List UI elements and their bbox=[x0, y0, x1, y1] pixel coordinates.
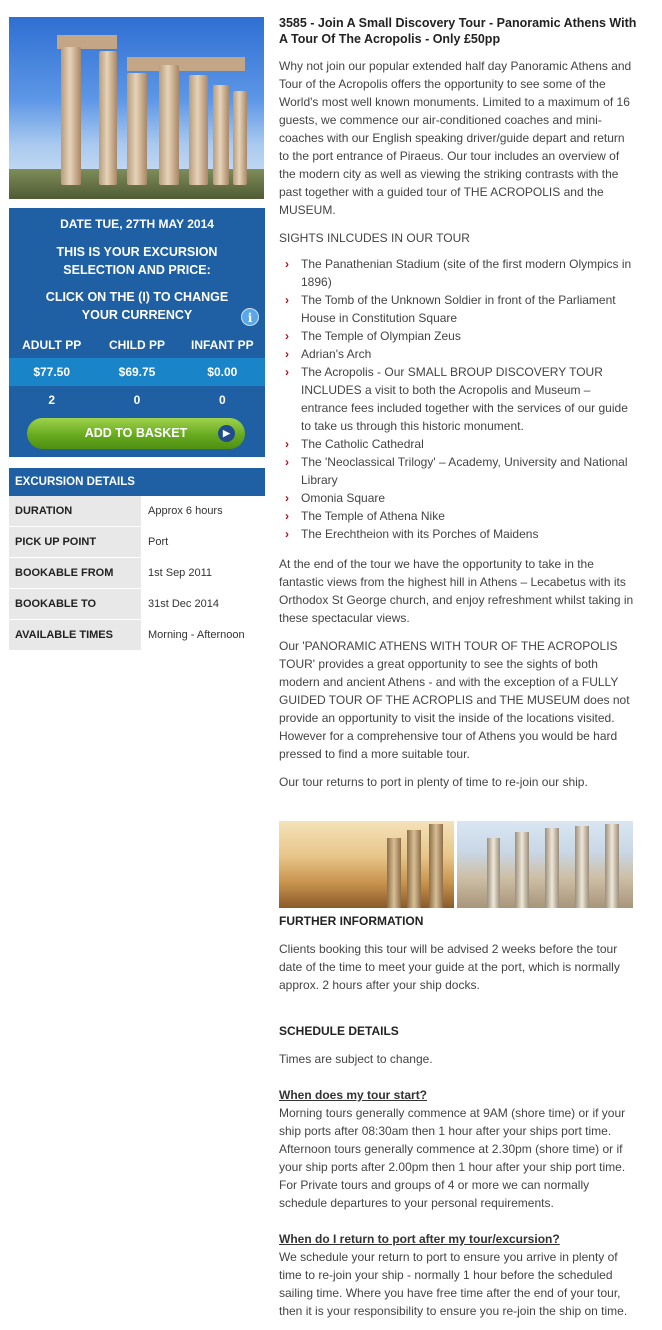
table-row bbox=[9, 620, 265, 651]
detail-key: BOOKABLE FROM bbox=[9, 558, 141, 589]
parthenon-photo bbox=[457, 821, 633, 908]
list-item bbox=[279, 453, 637, 489]
chevron-right-icon: › bbox=[285, 437, 289, 451]
detail-value: Approx 6 hours bbox=[141, 496, 265, 527]
selection-label: THIS IS YOUR EXCURSION SELECTION AND PRICE: bbox=[56, 245, 218, 277]
panoramic-paragraph: Our 'PANORAMIC ATHENS WITH TOUR OF THE ACROPOLIS TOUR' provides a great opportunity to see the sights of both modern and ancient Athens - and with the exception of a FULLY GUIDED TOUR OF THE ACROPLIS and THE MUSEUM does not provide an opportunity to visit the inside of the locations visited. However for a comprehensive tour of Athens you would be hard pressed to find a more suitable tour. bbox=[279, 639, 630, 761]
chevron-right-icon: › bbox=[285, 491, 289, 505]
adult-header: ADULT PP bbox=[22, 338, 82, 352]
further-info-text: Clients booking this tour will be advised 2 weeks before the tour date of the time to meet your guide at the port, which is normally approx. 2 hours after your ship docks. bbox=[279, 942, 620, 992]
adult-price: $77.50 bbox=[33, 365, 71, 379]
photo-column bbox=[429, 824, 443, 908]
hero-column bbox=[61, 47, 81, 185]
add-to-basket-label: ADD TO BASKET bbox=[84, 426, 188, 440]
infant-price: $0.00 bbox=[207, 365, 238, 379]
sight-text: The Tomb of the Unknown Soldier in front of the Parliament House in Constitution Square bbox=[301, 293, 616, 325]
list-item bbox=[279, 363, 637, 435]
table-row bbox=[9, 496, 265, 527]
photo-strip bbox=[279, 821, 635, 908]
question-return: When do I return to port after my tour/excursion? bbox=[279, 1232, 560, 1246]
list-item bbox=[279, 525, 637, 543]
photo-column bbox=[387, 838, 401, 908]
hero-column bbox=[189, 75, 208, 185]
photo-column bbox=[407, 830, 421, 908]
return-paragraph: Our tour returns to port in plenty of time to re-join our ship. bbox=[279, 775, 588, 789]
hero-column bbox=[233, 91, 247, 185]
question-tour-start: When does my tour start? bbox=[279, 1088, 428, 1102]
main-content bbox=[279, 15, 637, 1330]
detail-value: 31st Dec 2014 bbox=[141, 589, 265, 620]
sight-text: The Temple of Olympian Zeus bbox=[301, 329, 461, 343]
page-title: 3585 - Join A Small Discovery Tour - Panoramic Athens With A Tour Of The Acropolis - Only £50pp bbox=[279, 16, 637, 46]
photo-column bbox=[545, 828, 559, 908]
left-column bbox=[9, 17, 265, 651]
sight-text: The Catholic Cathedral bbox=[301, 437, 424, 451]
details-table bbox=[9, 496, 265, 651]
list-item bbox=[279, 435, 637, 453]
chevron-right-icon: › bbox=[285, 365, 289, 379]
infant-quantity[interactable]: 0 bbox=[218, 393, 226, 407]
chevron-right-icon: › bbox=[285, 509, 289, 523]
price-row bbox=[9, 358, 265, 386]
list-item bbox=[279, 255, 637, 291]
chevron-right-icon: › bbox=[285, 347, 289, 361]
arrow-right-icon: ▶ bbox=[218, 425, 235, 442]
sight-text: The Panathenian Stadium (site of the first modern Olympics in 1896) bbox=[301, 257, 632, 289]
detail-key: AVAILABLE TIMES bbox=[9, 620, 141, 651]
sights-list bbox=[279, 255, 637, 543]
tour-date: DATE TUE, 27TH MAY 2014 bbox=[60, 217, 214, 231]
currency-info-icon[interactable]: i bbox=[241, 308, 259, 326]
sights-heading: SIGHTS INLCUDES IN OUR TOUR bbox=[279, 231, 470, 245]
add-to-basket-button[interactable] bbox=[27, 418, 245, 449]
quantity-row bbox=[9, 386, 265, 414]
chevron-right-icon: › bbox=[285, 455, 289, 469]
child-price: $69.75 bbox=[118, 365, 156, 379]
hero-column bbox=[213, 85, 229, 185]
photo-column bbox=[575, 826, 589, 908]
hero-column bbox=[99, 51, 117, 185]
detail-key: PICK UP POINT bbox=[9, 527, 141, 558]
schedule-heading: SCHEDULE DETAILS bbox=[279, 1024, 399, 1038]
excursion-details-header: EXCURSION DETAILS bbox=[9, 468, 265, 496]
table-row bbox=[9, 558, 265, 589]
hero-image-temple-of-zeus bbox=[9, 17, 264, 199]
intro-paragraph: Why not join our popular extended half day Panoramic Athens and Tour of the Acropolis offers the opportunity to see some of the World's most well known monuments. Limited to a maximum of 16 guests, we commence our air-conditioned coaches and mini-coaches with our English speaking driver/guide depart and return to the port entrance of Piraeus. Our tour includes an overview of the modern city as well as viewing the striking contrasts with the past together with a guided tour of THE ACROPOLIS and the MUSEUM. bbox=[279, 59, 632, 217]
child-header: CHILD PP bbox=[108, 338, 165, 352]
detail-value: Port bbox=[141, 527, 265, 558]
table-row bbox=[9, 527, 265, 558]
sight-text: The Temple of Athena Nike bbox=[301, 509, 445, 523]
child-quantity[interactable]: 0 bbox=[133, 393, 141, 407]
answer-return: We schedule your return to port to ensure you arrive in plenty of time to re-join your ship - normally 1 hour before the scheduled sailing time. Where you have free time after the end of your tour, then it is your responsibility to ensure you re-join the ship on time. bbox=[279, 1250, 628, 1318]
excursion-details bbox=[9, 468, 265, 651]
answer-tour-start: Morning tours generally commence at 9AM (shore time) or if your ship ports after 08:30am then 1 hour after your ships port time. Afternoon tours generally commence at 2.30pm (shore time) or if your ship ports after 2.00pm then 1 hour after your ship port time. For Private tours and groups of 4 or more we can normally schedule departures to your personal requirements. bbox=[279, 1106, 626, 1210]
acropolis-ruins-photo bbox=[279, 821, 454, 908]
booking-panel bbox=[9, 208, 265, 457]
infant-header: INFANT PP bbox=[190, 338, 254, 352]
list-item bbox=[279, 327, 637, 345]
schedule-note: Times are subject to change. bbox=[279, 1052, 433, 1066]
photo-column bbox=[487, 838, 500, 908]
currency-label bbox=[9, 288, 265, 324]
list-item bbox=[279, 489, 637, 507]
chevron-right-icon: › bbox=[285, 257, 289, 271]
currency-text: CLICK ON THE (I) TO CHANGE YOUR CURRENCY bbox=[45, 290, 229, 322]
list-item bbox=[279, 507, 637, 525]
sight-text: The 'Neoclassical Trilogy' – Academy, University and National Library bbox=[301, 455, 628, 487]
chevron-right-icon: › bbox=[285, 293, 289, 307]
chevron-right-icon: › bbox=[285, 329, 289, 343]
detail-value: 1st Sep 2011 bbox=[141, 558, 265, 589]
hill-paragraph: At the end of the tour we have the opportunity to take in the fantastic views from the highest hill in Athens – Lecabetus with its Orthodox St George church, and enjoy refreshment whilst taking in these spectacular views. bbox=[279, 557, 634, 625]
list-item bbox=[279, 345, 637, 363]
detail-value: Morning - Afternoon bbox=[141, 620, 265, 651]
hero-beam bbox=[127, 57, 245, 71]
sight-text: Adrian's Arch bbox=[301, 347, 372, 361]
photo-column bbox=[605, 824, 619, 908]
detail-key: BOOKABLE TO bbox=[9, 589, 141, 620]
price-headers bbox=[9, 332, 265, 358]
sight-text: The Erechtheion with its Porches of Maidens bbox=[301, 527, 539, 541]
further-info-heading: FURTHER INFORMATION bbox=[279, 914, 424, 928]
hero-column bbox=[127, 73, 147, 185]
detail-key: DURATION bbox=[9, 496, 141, 527]
photo-column bbox=[515, 832, 529, 908]
table-row bbox=[9, 589, 265, 620]
sight-text: Omonia Square bbox=[301, 491, 386, 505]
hero-column bbox=[159, 65, 179, 185]
chevron-right-icon: › bbox=[285, 527, 289, 541]
sight-text: The Acropolis - Our SMALL BROUP DISCOVERY TOUR INCLUDES a visit to both the Acropolis and Museum – entrance fees included together with the services of our guide to take us through this historic monument. bbox=[301, 365, 628, 433]
list-item bbox=[279, 291, 637, 327]
adult-quantity[interactable]: 2 bbox=[48, 393, 55, 407]
